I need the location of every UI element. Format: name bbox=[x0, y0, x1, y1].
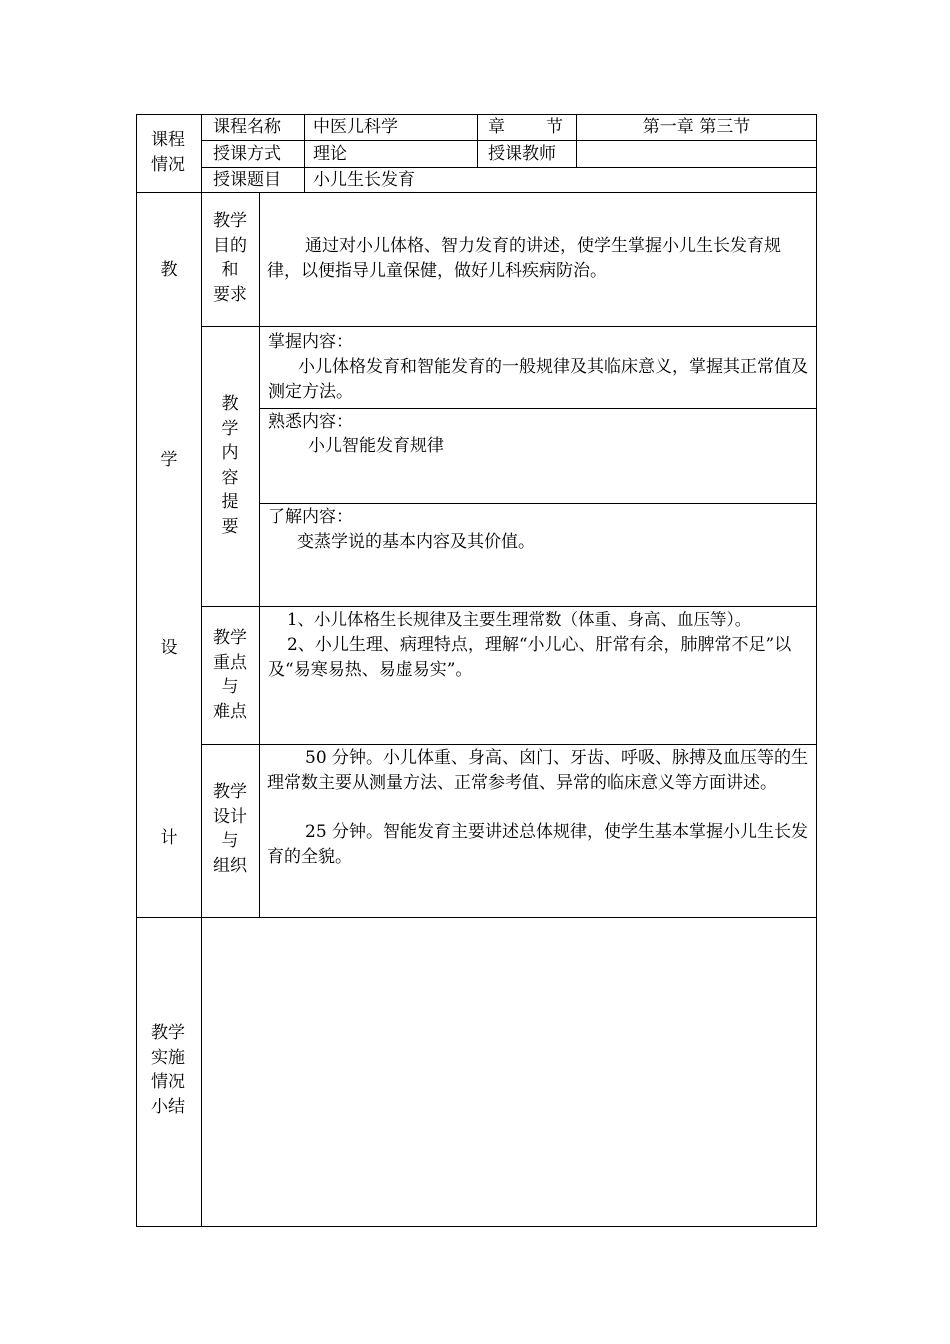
row-line bbox=[201, 167, 817, 168]
row-line bbox=[136, 917, 817, 918]
objective-text: 通过对小儿体格、智力发育的讲述，使学生掌握小儿生长发育规律，以便指导儿童保健，做好儿科疾病防治。 bbox=[267, 236, 781, 281]
course-name-label: 课程名称 bbox=[213, 117, 281, 137]
teacher-label: 授课教师 bbox=[488, 144, 556, 164]
teaching-method-value: 理论 bbox=[313, 144, 347, 164]
design-side-label-4: 计 bbox=[160, 828, 178, 848]
content-outline-label: 教 学 内 容 提 要 bbox=[221, 394, 239, 537]
familiar-content-text: 小儿智能发育规律 bbox=[308, 436, 444, 456]
familiar-content-title: 熟悉内容： bbox=[268, 412, 353, 432]
key-point-2: 2、小儿生理、病理特点，理解“小儿心、肝常有余，肺脾常不足”以及“易寒易热、易虚易实”。 bbox=[268, 635, 792, 680]
row-line bbox=[201, 744, 817, 745]
row-line bbox=[201, 606, 817, 607]
key-point-1: 1、小儿体格生长规律及主要生理常数（体重、身高、血压等）。 bbox=[287, 610, 752, 629]
lesson-topic-label: 授课题目 bbox=[213, 170, 281, 190]
organization-label: 教学 设计 与 组织 bbox=[213, 782, 247, 876]
summary-label: 教学 实施 情况 小结 bbox=[151, 1023, 185, 1117]
col-line bbox=[304, 114, 305, 192]
row-line bbox=[259, 408, 817, 409]
master-content-title: 掌握内容： bbox=[268, 332, 353, 352]
course-name-value: 中医儿科学 bbox=[313, 117, 398, 137]
design-side-label-1: 教 bbox=[160, 260, 178, 280]
design-side-label-3: 设 bbox=[160, 638, 178, 658]
row-line bbox=[259, 503, 817, 504]
col-line bbox=[259, 192, 260, 917]
key-points-label: 教学 重点 与 难点 bbox=[213, 628, 247, 722]
course-info-label: 课程 情况 bbox=[151, 130, 185, 175]
chapter-label-a: 章 bbox=[488, 117, 505, 137]
chapter-value: 第一章 第三节 bbox=[642, 117, 751, 137]
organization-para-1: 50 分钟。小儿体重、身高、囟门、牙齿、呼吸、脉搏及血压等的生理常数主要从测量方法、正常参考值、异常的临床意义等方面讲述。 bbox=[267, 748, 809, 793]
know-content-text: 变蒸学说的基本内容及其价值。 bbox=[297, 532, 535, 552]
row-line bbox=[201, 140, 817, 141]
know-content-title: 了解内容： bbox=[268, 507, 353, 527]
design-side-label-2: 学 bbox=[160, 450, 178, 470]
row-line bbox=[136, 192, 817, 193]
row-line bbox=[201, 326, 817, 327]
table-border-right bbox=[816, 114, 817, 1227]
col-line bbox=[477, 114, 478, 167]
lesson-topic-value: 小儿生长发育 bbox=[313, 170, 415, 190]
chapter-label-b: 节 bbox=[546, 117, 563, 137]
organization-para-2: 25 分钟。智能发育主要讲述总体规律，使学生基本掌握小儿生长发育的全貌。 bbox=[267, 822, 809, 867]
objective-label: 教学 目的 和 要求 bbox=[213, 211, 247, 305]
master-content-text: 小儿体格发育和智能发育的一般规律及其临床意义，掌握其正常值及测定方法。 bbox=[268, 357, 808, 402]
table-border-bottom bbox=[136, 1226, 817, 1227]
teaching-method-label: 授课方式 bbox=[213, 144, 281, 164]
